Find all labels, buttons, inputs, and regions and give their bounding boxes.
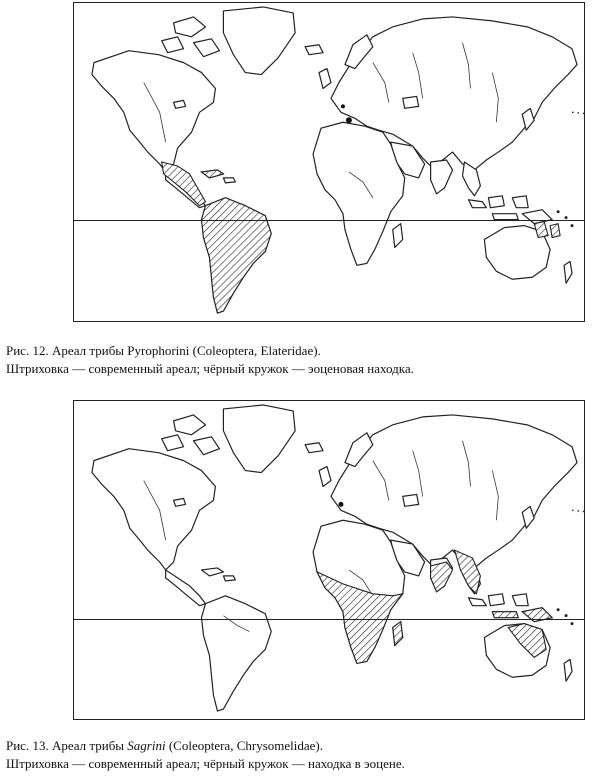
taxon-name: Pyrophorini	[127, 343, 190, 358]
equator-line	[74, 619, 584, 620]
figure-12-legend: Штриховка — современный ареал; чёрный кружок — эоценовая находка.	[6, 361, 414, 376]
equator-line	[74, 220, 584, 221]
figure-13-legend: Штриховка — современный ареал; чёрный кружок — находка в эоцене.	[6, 756, 405, 771]
range-hatch-americas	[162, 162, 206, 206]
taxon-name: Sagrini	[127, 738, 166, 753]
range-hatch-asia	[431, 562, 453, 592]
eocene-find-dot	[346, 117, 352, 123]
figure-13-caption: Рис. 13. Ареал трибы Sagrini (Coleoptera, Chrysomelidae). Штриховка — современный ареал; чёрный кружок — находка в эоцене.	[6, 738, 405, 771]
world-map-pyrophorini	[73, 2, 585, 322]
figure-12-caption: Рис. 12. Ареал трибы Pyrophorini (Coleoptera, Elateridae). Штриховка — современный ареал; чёрный кружок — эоценовая находка.	[6, 343, 414, 376]
eocene-find-dot	[338, 502, 343, 507]
world-map-sagrini	[73, 400, 585, 720]
range-hatch-south-america	[202, 198, 272, 313]
